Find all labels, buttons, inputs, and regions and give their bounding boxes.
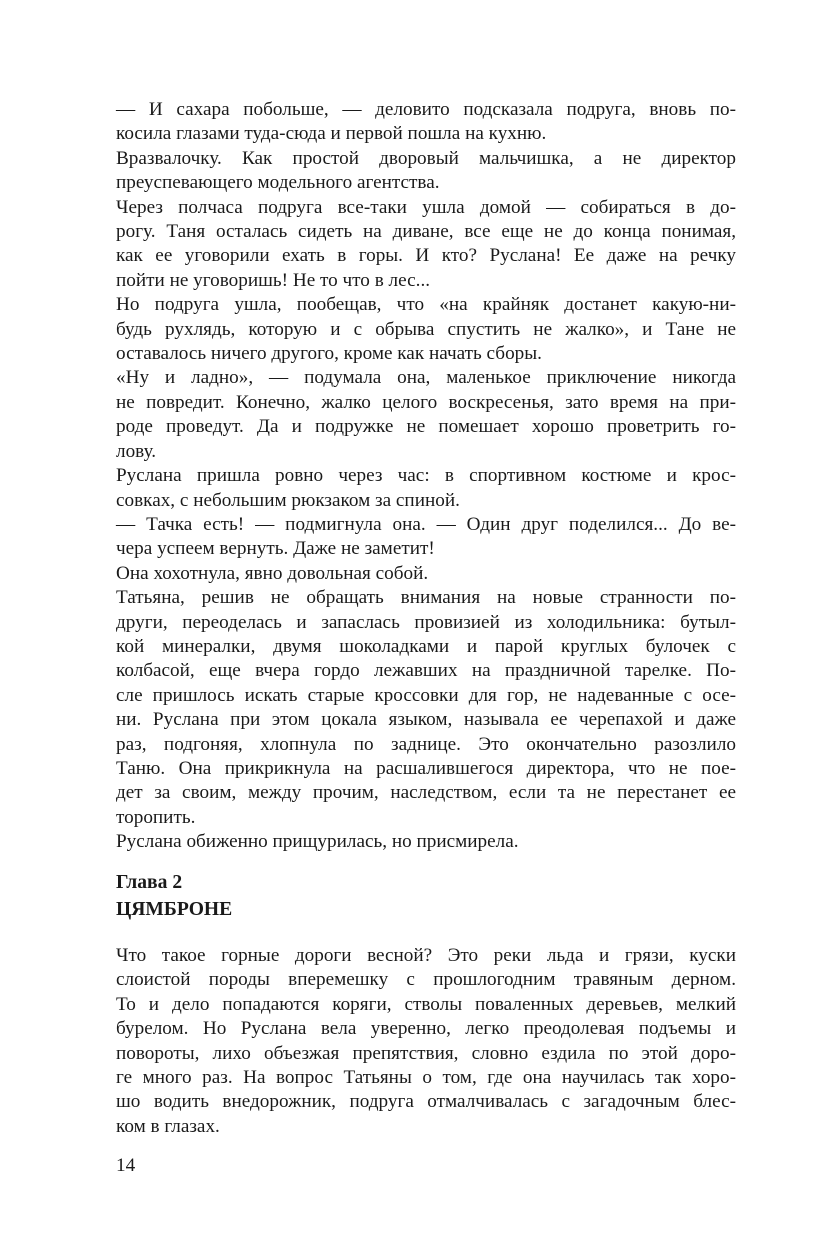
text-line: Через полчаса подруга все-таки ушла домой — собираться в до- (116, 196, 736, 218)
paragraph (116, 586, 736, 830)
text-line: чера успеем вернуть. Даже не заметит! (116, 538, 435, 560)
paragraph (116, 98, 736, 147)
text-line: будь рухлядь, которую и с обрыва спустить не жалко», и Тане не (116, 318, 736, 340)
text-line: раз, подгоняя, хлопнула по заднице. Это окончательно разозлило (116, 733, 736, 755)
text-line: роде проведут. Да и подружке не помешает хорошо проветрить го- (116, 416, 736, 438)
text-line: пойти не уговоришь! Не то что в лес... (116, 269, 431, 291)
page-number: 14 (116, 1155, 136, 1176)
paragraph (116, 944, 736, 1139)
paragraph (116, 562, 736, 586)
text-block-top (116, 98, 736, 855)
paragraph (116, 147, 736, 196)
text-line: кой минералки, двумя шоколадками и парой круглых булочек с (116, 635, 736, 657)
paragraph (116, 830, 736, 854)
text-line: совках, с небольшим рюкзаком за спиной. (116, 489, 460, 511)
text-line: — И сахара побольше, — деловито подсказала подруга, вновь по- (116, 99, 736, 120)
text-line: ге много раз. На вопрос Татьяны о том, где она научилась так хоро- (116, 1067, 736, 1089)
chapter-number: Глава 2 (116, 872, 183, 893)
text-line: лову. (116, 440, 157, 462)
text-line: как ее уговорили ехать в горы. И кто? Руслана! Ее даже на речку (116, 245, 736, 267)
text-line: То и дело попадаются коряги, стволы поваленных деревьев, мелкий (116, 993, 736, 1015)
text-line: ни. Руслана при этом цокала языком, называла ее черепахой и даже (116, 709, 736, 731)
text-line: рогу. Таня осталась сидеть на диване, все еще не до конца понимая, (116, 221, 736, 243)
text-line: Но подруга ушла, пообещав, что «на крайняк достанет какую-ни- (116, 294, 736, 316)
text-line: сле пришлось искать старые кроссовки для гор, не надеванные с осе- (116, 684, 736, 706)
text-line: «Ну и ладно», — подумала она, маленькое приключение никогда (116, 367, 736, 389)
paragraph (116, 293, 736, 366)
text-line: шо водить внедорожник, подруга отмалчивалась с загадочным блес- (116, 1091, 736, 1113)
text-line: Что такое горные дороги весной? Это реки льда и грязи, куски (116, 945, 736, 966)
text-line: оставалось ничего другого, кроме как начать сборы. (116, 343, 542, 365)
text-line: ком в глазах. (116, 1115, 220, 1137)
text-block-bottom (116, 944, 736, 1139)
text-line: дет за своим, между прочим, наследством, если та не перестанет ее (116, 782, 736, 804)
text-line: Вразвалочку. Как простой дворовый мальчишка, а не директор (116, 147, 736, 169)
text-line: колбасой, еще вчера гордо лежавших на праздничной тарелке. По- (116, 660, 736, 682)
paragraph (116, 513, 736, 562)
text-line: Она хохотнула, явно довольная собой. (116, 562, 429, 584)
chapter-heading (116, 869, 736, 923)
paragraph (116, 464, 736, 513)
text-line: други, переоделась и запаслась провизией из холодильника: бутыл- (116, 611, 736, 633)
text-line: — Тачка есть! — подмигнула она. — Один друг поделился... До ве- (116, 513, 736, 535)
text-line: бурелом. Но Руслана вела уверенно, легко преодолевая подъемы и (116, 1018, 736, 1040)
text-line: Таню. Она прикрикнула на расшалившегося директора, что не пое- (116, 757, 736, 779)
text-line: Руслана обиженно прищурилась, но присмирела. (116, 831, 519, 853)
text-line: преуспевающего модельного агентства. (116, 172, 440, 194)
text-line: повороты, лихо объезжая препятствия, словно ездила по этой доро- (116, 1042, 736, 1064)
paragraph (116, 196, 736, 294)
text-line: торопить. (116, 806, 196, 828)
text-line: не повредит. Конечно, жалко целого воскресенья, зато время на при- (116, 391, 736, 413)
chapter-title: ЦЯМБРОНЕ (116, 899, 233, 920)
text-line: Татьяна, решив не обращать внимания на новые странности по- (116, 587, 736, 609)
text-line: Руслана пришла ровно через час: в спортивном костюме и крос- (116, 465, 736, 487)
text-line: косила глазами туда-сюда и первой пошла на кухню. (116, 123, 547, 145)
paragraph (116, 366, 736, 464)
text-line: слоистой породы вперемешку с прошлогодним травяным дерном. (116, 969, 736, 991)
